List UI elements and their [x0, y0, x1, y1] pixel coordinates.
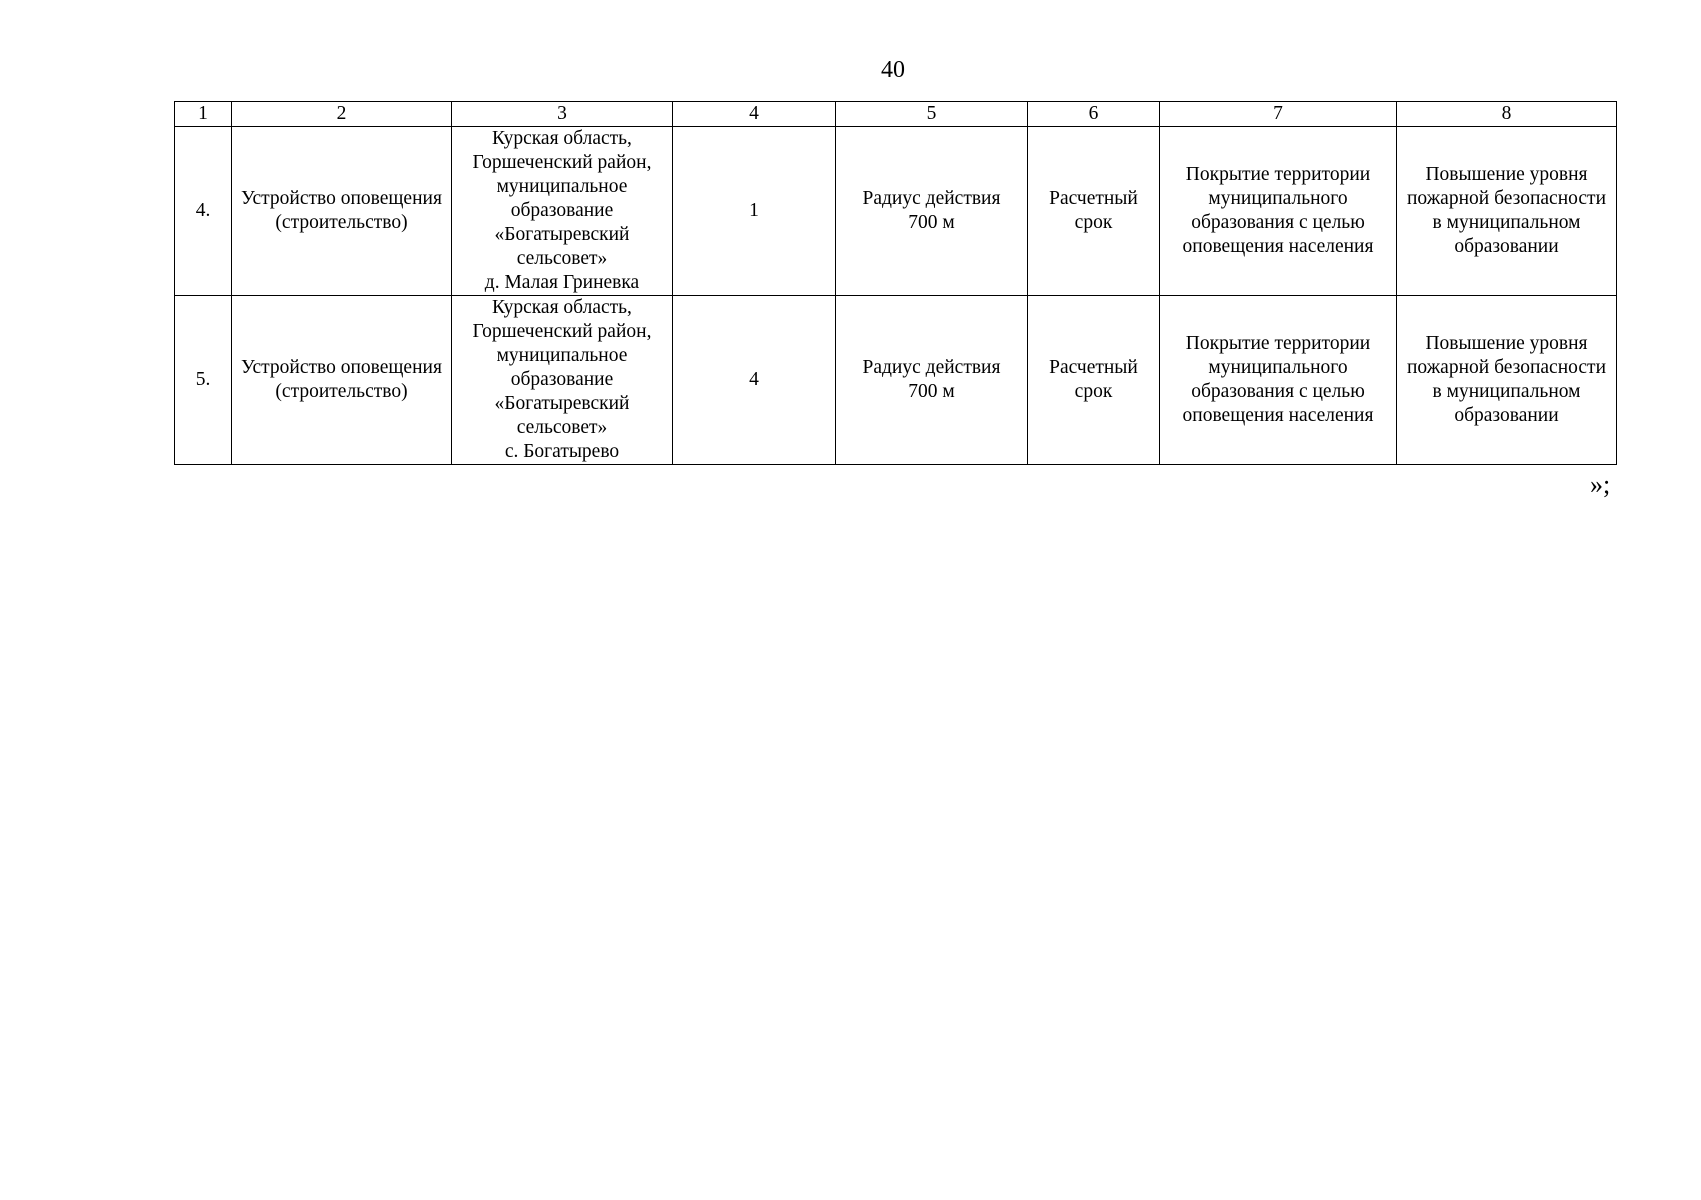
location-line: образование [510, 200, 614, 221]
location-line: Курская область, [492, 297, 632, 318]
term-line: Расчетный [1049, 357, 1138, 378]
table-row [175, 296, 1617, 465]
characteristic-line: Радиус действия [862, 188, 1001, 209]
characteristic-line: Радиус действия [862, 357, 1001, 378]
measures-table [174, 101, 1617, 465]
effect-line: образовании [1454, 405, 1559, 426]
purpose-line: образования с целью [1191, 212, 1365, 233]
location-line: образование [510, 369, 614, 390]
purpose-cell [1160, 127, 1397, 296]
location-line: «Богатыревский [494, 393, 630, 414]
characteristic-line: 700 м [908, 212, 955, 233]
location-line: Горшеченский район, [472, 152, 652, 173]
object-line: (строительство) [275, 381, 408, 402]
characteristic-cell [836, 296, 1028, 465]
location-line: Курская область, [492, 128, 632, 149]
row-number: 5. [175, 296, 232, 465]
term-cell [1028, 296, 1160, 465]
count-cell: 1 [673, 127, 836, 296]
purpose-line: муниципального [1208, 357, 1348, 378]
column-header: 3 [452, 102, 673, 127]
characteristic-line: 700 м [908, 381, 955, 402]
location-line: сельсовет» [516, 248, 608, 269]
term-line: срок [1074, 212, 1113, 233]
location-line: с. Богатырево [504, 441, 620, 462]
count-cell: 4 [673, 296, 836, 465]
location-line: муниципальное [496, 345, 628, 366]
object-line: Устройство оповещения [241, 357, 442, 378]
column-header: 8 [1397, 102, 1617, 127]
effect-line: образовании [1454, 236, 1559, 257]
column-header: 2 [232, 102, 452, 127]
object-line: Устройство оповещения [241, 188, 442, 209]
column-header: 1 [175, 102, 232, 127]
effect-line: Повышение уровня [1425, 164, 1588, 185]
object-cell [232, 296, 452, 465]
purpose-line: Покрытие территории [1185, 164, 1371, 185]
column-header: 7 [1160, 102, 1397, 127]
effect-line: в муниципальном [1432, 381, 1581, 402]
purpose-line: муниципального [1208, 188, 1348, 209]
column-header: 6 [1028, 102, 1160, 127]
purpose-line: образования с целью [1191, 381, 1365, 402]
purpose-line: оповещения населения [1182, 405, 1374, 426]
location-line: д. Малая Гриневка [484, 272, 640, 293]
location-line: «Богатыревский [494, 224, 630, 245]
object-line: (строительство) [275, 212, 408, 233]
closing-quote-mark: »; [1590, 470, 1611, 499]
term-line: Расчетный [1049, 188, 1138, 209]
table-row [175, 127, 1617, 296]
purpose-line: оповещения населения [1182, 236, 1374, 257]
location-cell [452, 127, 673, 296]
column-number-row [175, 102, 1617, 127]
page-number: 40 [881, 57, 905, 83]
term-cell [1028, 127, 1160, 296]
location-line: Горшеченский район, [472, 321, 652, 342]
effect-line: пожарной безопасности [1407, 188, 1606, 209]
effect-line: в муниципальном [1432, 212, 1581, 233]
term-line: срок [1074, 381, 1113, 402]
row-number: 4. [175, 127, 232, 296]
object-cell [232, 127, 452, 296]
characteristic-cell [836, 127, 1028, 296]
purpose-cell [1160, 296, 1397, 465]
effect-cell [1397, 127, 1617, 296]
effect-line: пожарной безопасности [1407, 357, 1606, 378]
effect-line: Повышение уровня [1425, 333, 1588, 354]
location-line: сельсовет» [516, 417, 608, 438]
location-cell [452, 296, 673, 465]
column-header: 4 [673, 102, 836, 127]
location-line: муниципальное [496, 176, 628, 197]
column-header: 5 [836, 102, 1028, 127]
effect-cell [1397, 296, 1617, 465]
purpose-line: Покрытие территории [1185, 333, 1371, 354]
